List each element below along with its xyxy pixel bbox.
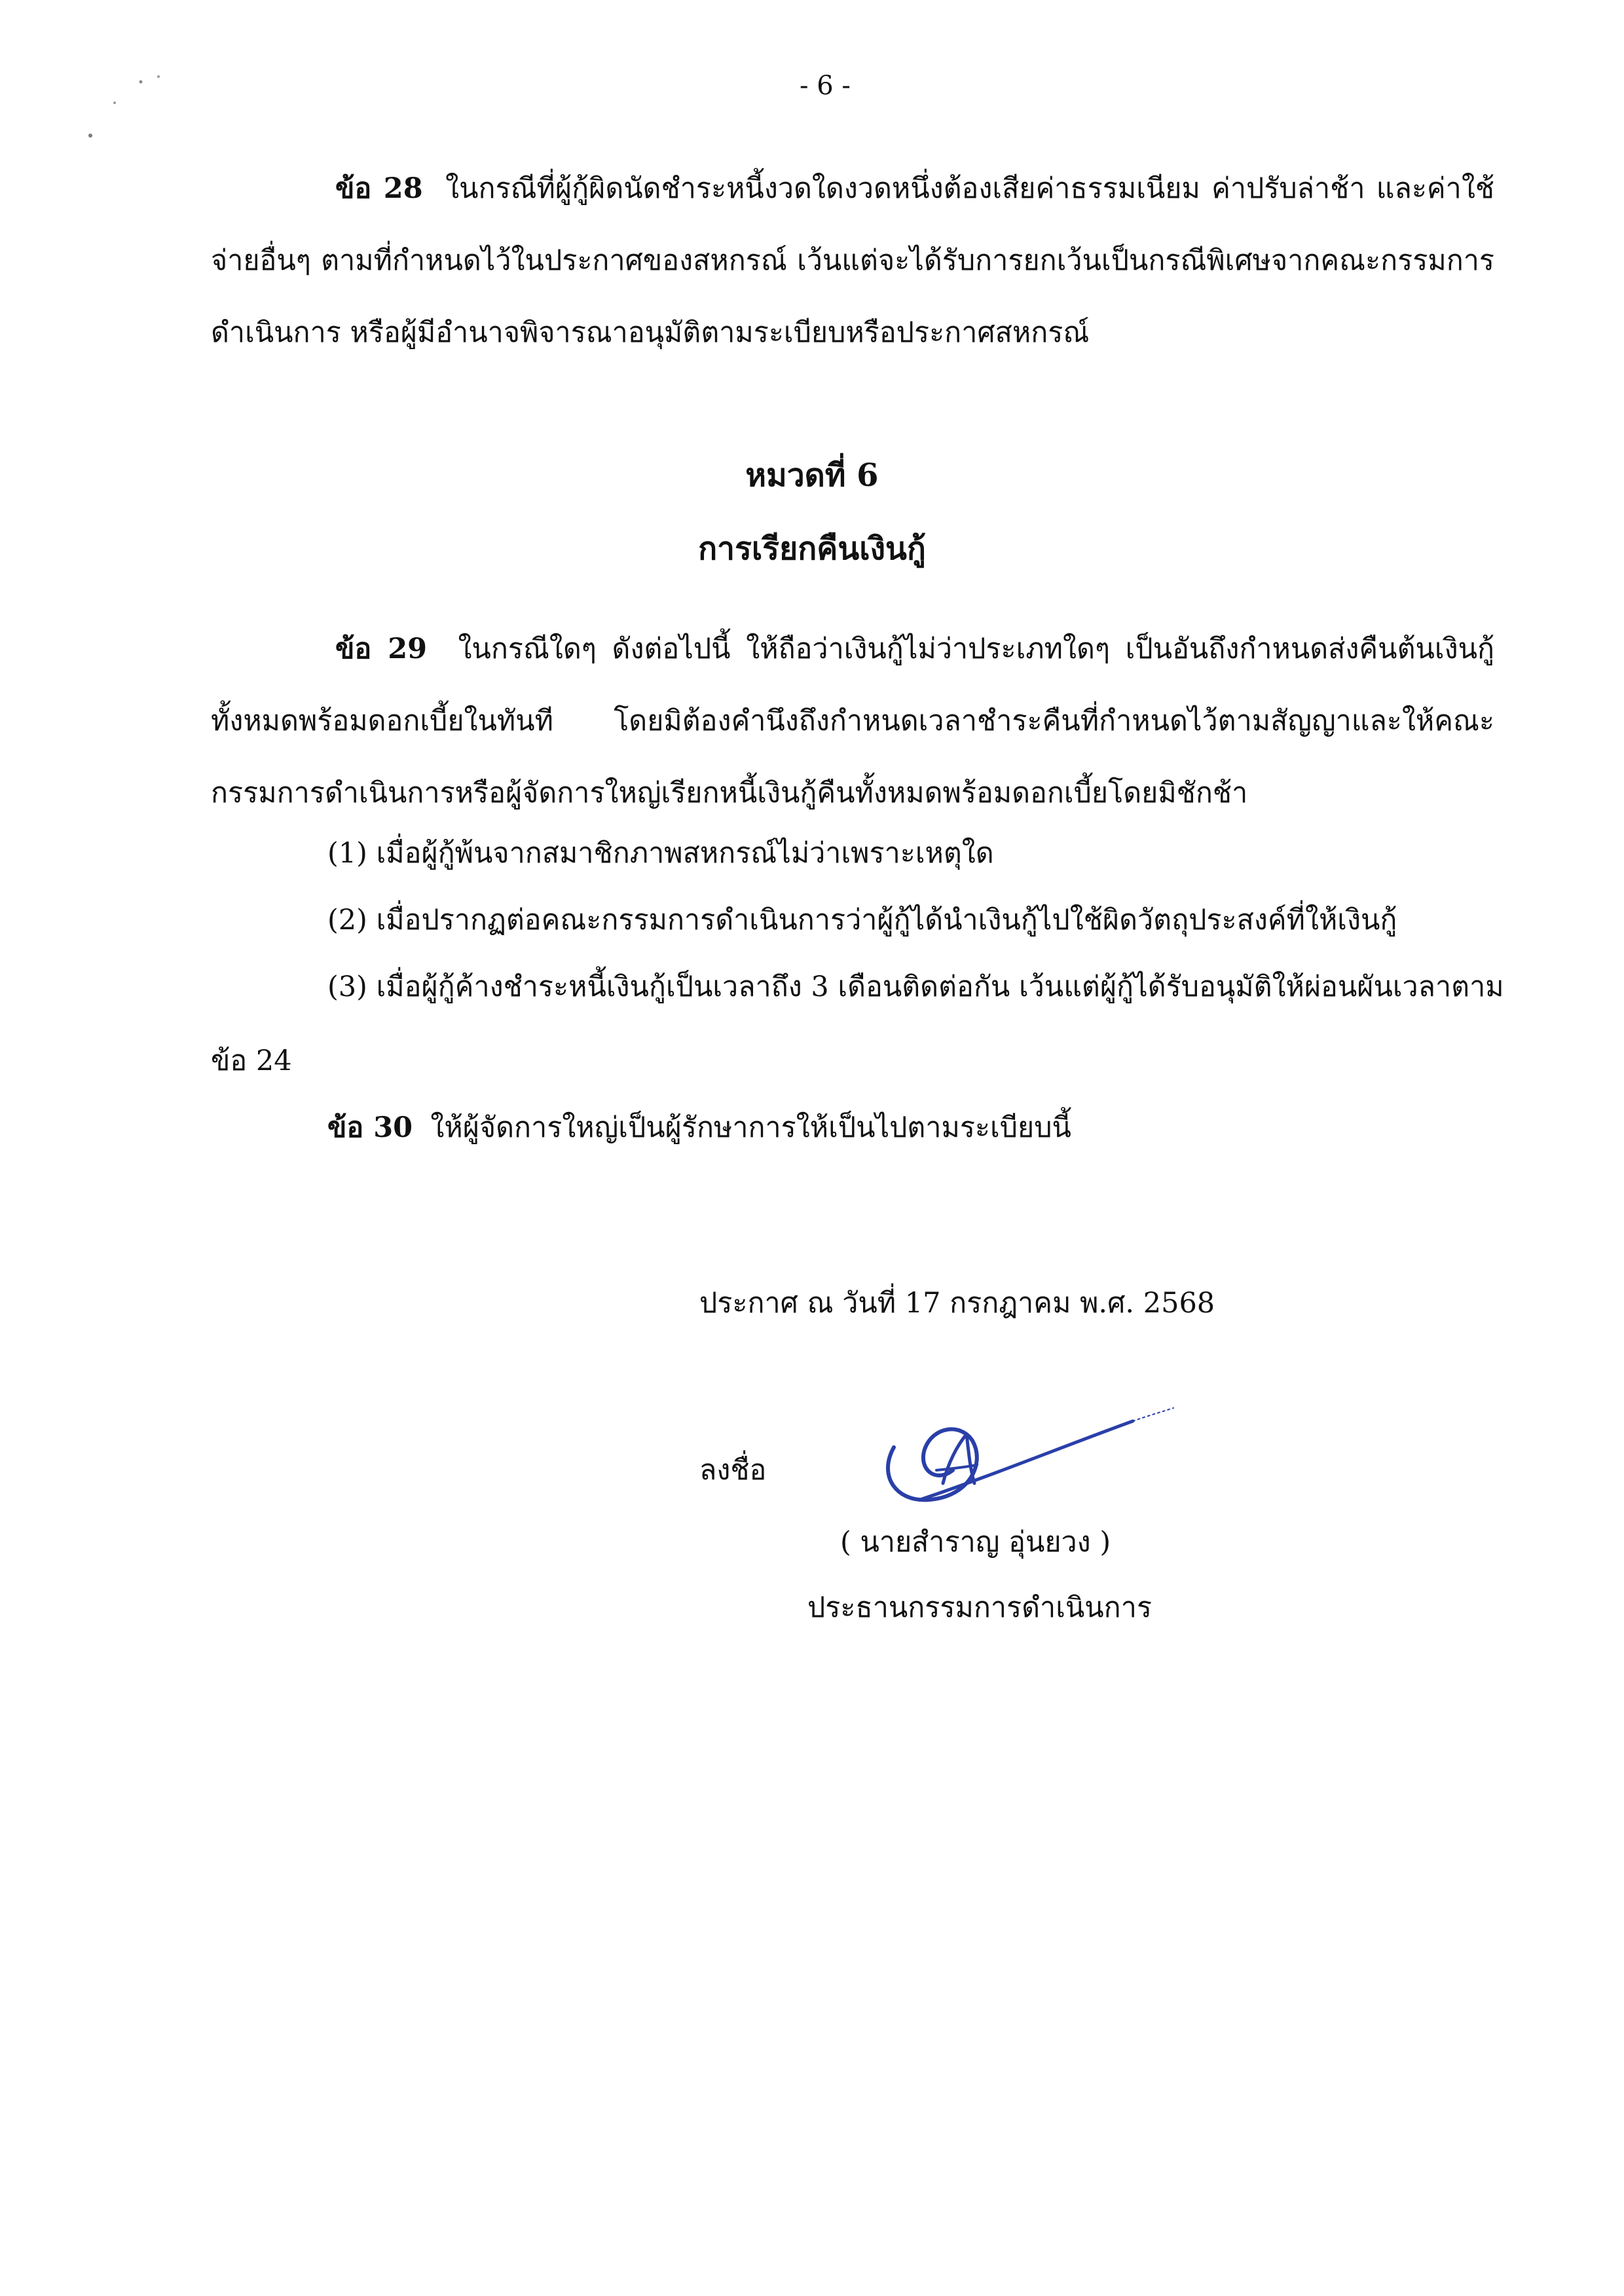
clause-29-item-3-continuation: ข้อ 24 xyxy=(211,1045,292,1077)
clause-28-label: ข้อ 28 xyxy=(335,172,423,205)
clause-29-label: ข้อ 29 xyxy=(335,633,428,665)
scan-specks xyxy=(85,62,177,154)
section-number: หมวดที่ 6 xyxy=(745,457,879,494)
clause-29-item-2: (2) เมื่อปรากฏต่อคณะกรรมการดำเนินการว่าผู้กู้ได้นำเงินกู้ไปใช้ผิดวัตถุประสงค์ที่ให้เงินกู้ xyxy=(327,904,1397,936)
section-title: การเรียกคืนเงินกู้ xyxy=(698,530,926,567)
handwritten-signature xyxy=(871,1385,1179,1536)
clause-29-text: ในกรณีใดๆ ดังต่อไปนี้ ให้ถือว่าเงินกู้ไม่ว่าประเภทใดๆ เป็นอันถึงกำหนดส่งคืนต้นเงินกู้ทั้งหมดพร้อมดอกเบี้ยในทันที โดยมิต้องคำนึงถึงกำหนดเวลาชำระคืนที่กำหนดไว้ตามสัญญาและให้คณะกรรมการดำเนินการหรือผู้จัดการใหญ่เรียกหนี้เงินกู้คืนทั้งหมดพร้อมดอกเบี้ยโดยมิชักช้า xyxy=(211,633,1495,809)
clause-28 xyxy=(211,153,1494,369)
clause-29-item-3: (3) เมื่อผู้กู้ค้างชำระหนี้เงินกู้เป็นเวลาถึง 3 เดือนติดต่อกัน เว้นแต่ผู้กู้ได้รับอนุมัติให้ผ่อนผันเวลาตาม xyxy=(327,971,1504,1003)
sign-label: ลงชื่อ xyxy=(699,1454,767,1487)
clause-28-text: ในกรณีที่ผู้กู้ผิดนัดชำระหนี้งวดใดงวดหนึ่งต้องเสียค่าธรรมเนียม ค่าปรับล่าช้า และค่าใช้จ่ายอื่นๆ ตามที่กำหนดไว้ในประกาศของสหกรณ์ เว้นแต่จะได้รับการยกเว้นเป็นกรณีพิเศษจากคณะกรรมการดำเนินการ หรือผู้มีอำนาจพิจารณาอนุมัติตามระเบียบหรือประกาศสหกรณ์ xyxy=(211,172,1495,349)
announcement-date: ประกาศ ณ วันที่ 17 กรกฎาคม พ.ศ. 2568 xyxy=(699,1287,1215,1320)
clause-30 xyxy=(327,1105,1071,1149)
clause-29 xyxy=(211,613,1494,829)
page-number: - 6 - xyxy=(800,71,851,101)
clause-29-item-1: (1) เมื่อผู้กู้พ้นจากสมาชิกภาพสหกรณ์ไม่ว่าเพราะเหตุใด xyxy=(327,837,994,870)
clause-30-text: ให้ผู้จัดการใหญ่เป็นผู้รักษาการให้เป็นไปตามระเบียบนี้ xyxy=(430,1111,1071,1144)
clause-30-label: ข้อ 30 xyxy=(327,1111,413,1144)
signatory-position: ประธานกรรมการดำเนินการ xyxy=(807,1591,1152,1624)
signatory-name: ( นายสำราญ อุ่นยวง ) xyxy=(840,1526,1111,1559)
